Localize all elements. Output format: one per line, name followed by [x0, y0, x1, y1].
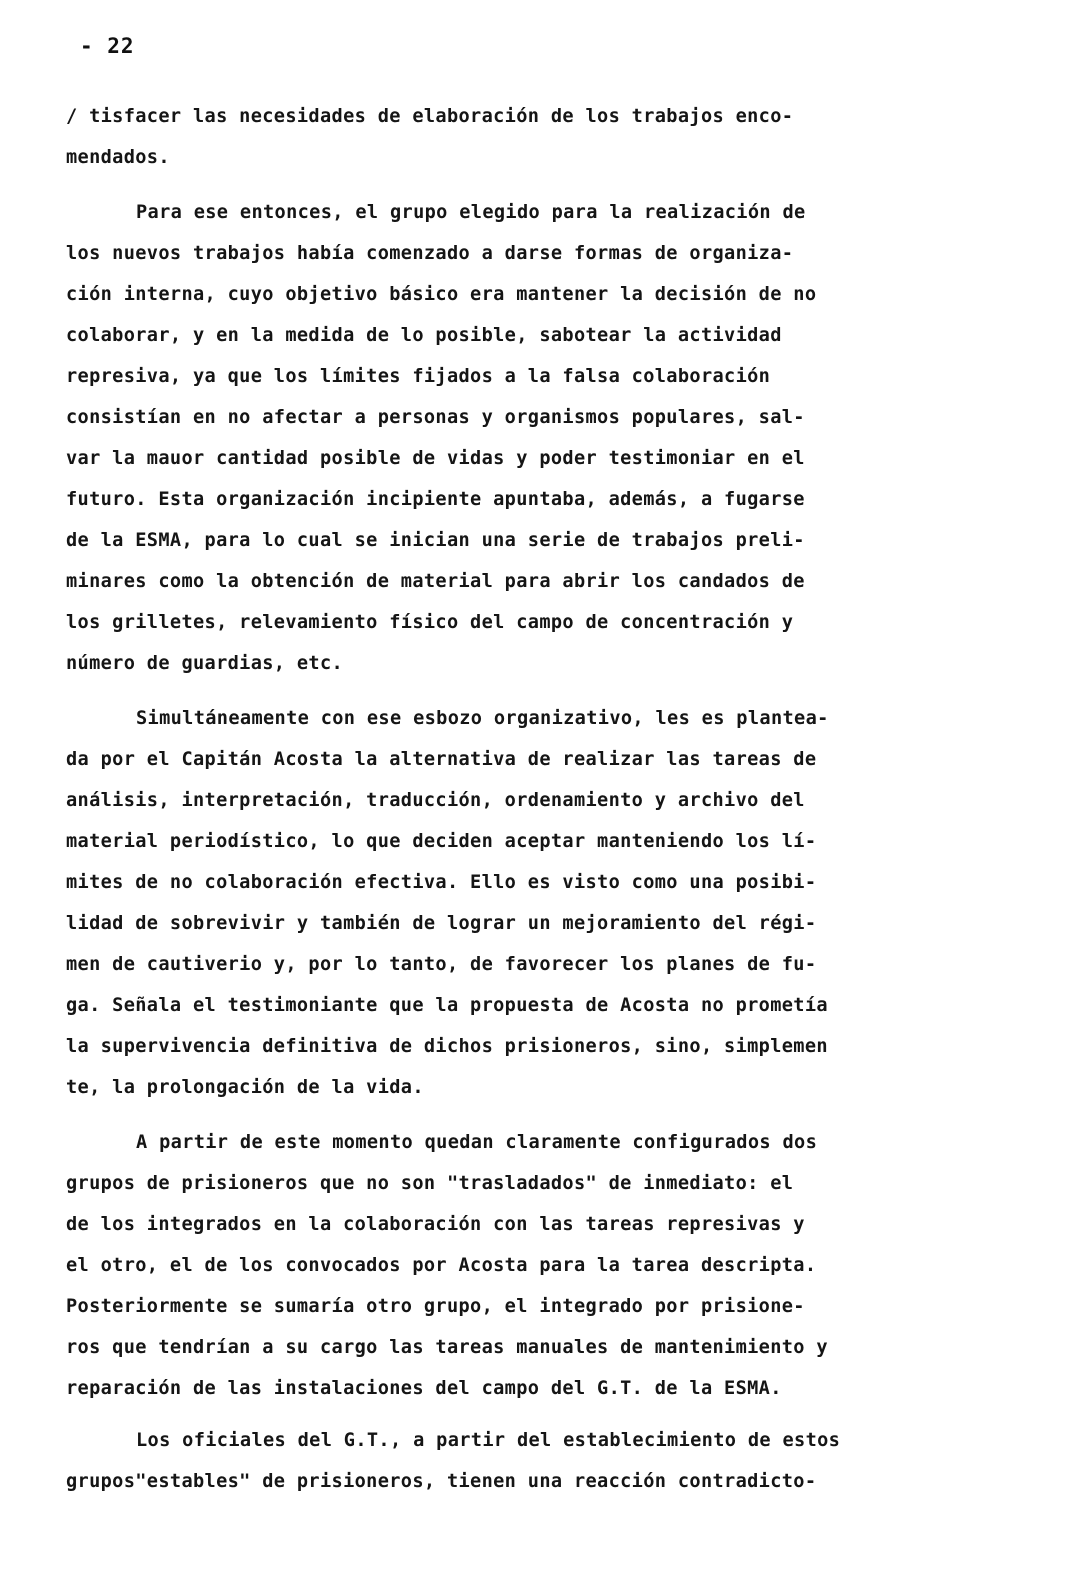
text-line: A partir de este momento quedan claramente configurados dos	[136, 1132, 818, 1153]
text-line: número de guardias, etc.	[66, 653, 344, 674]
text-line: men de cautiverio y, por lo tanto, de favorecer los planes de fu-	[66, 954, 817, 975]
text-line: grupos de prisioneros que no son "trasladados" de inmediato: el	[66, 1173, 794, 1194]
paragraph-5	[66, 1420, 1026, 1502]
text-line: ga. Señala el testimoniante que la propuesta de Acosta no prometía	[66, 995, 828, 1016]
text-line: Posteriormente se sumaría otro grupo, el integrado por prisione-	[66, 1296, 805, 1317]
text-line: de la ESMA, para lo cual se inician una serie de trabajos preli-	[66, 530, 805, 551]
text-line: la supervivencia definitiva de dichos prisioneros, sino, simplemen	[66, 1036, 828, 1057]
paragraph-3	[66, 698, 1026, 1108]
text-line: ros que tendrían a su cargo las tareas manuales de mantenimiento y	[66, 1337, 828, 1358]
text-line: material periodístico, lo que deciden aceptar manteniendo los lí-	[66, 831, 817, 852]
text-line: reparación de las instalaciones del campo del G.T. de la ESMA.	[66, 1378, 782, 1399]
text-line: consistían en no afectar a personas y organismos populares, sal-	[66, 407, 805, 428]
text-line: represiva, ya que los límites fijados a la falsa colaboración	[66, 366, 771, 387]
text-line: var la mauor cantidad posible de vidas y poder testimoniar en el	[66, 448, 805, 469]
text-line: mites de no colaboración efectiva. Ello es visto como una posibi-	[66, 872, 817, 893]
text-line: lidad de sobrevivir y también de lograr un mejoramiento del régi-	[66, 913, 817, 934]
text-line: minares como la obtención de material para abrir los candados de	[66, 571, 805, 592]
paragraph-1	[66, 96, 1026, 178]
text-line: los nuevos trabajos había comenzado a darse formas de organiza-	[66, 243, 794, 264]
text-line: el otro, el de los convocados por Acosta para la tarea descripta.	[66, 1255, 817, 1276]
text-line: Los oficiales del G.T., a partir del establecimiento de estos	[136, 1430, 841, 1451]
text-line: mendados.	[66, 147, 170, 168]
text-line: de los integrados en la colaboración con las tareas represivas y	[66, 1214, 805, 1235]
text-line: análisis, interpretación, traducción, ordenamiento y archivo del	[66, 790, 805, 811]
text-line: ción interna, cuyo objetivo básico era mantener la decisión de no	[66, 284, 817, 305]
text-line: te, la prolongación de la vida.	[66, 1077, 424, 1098]
paragraph-2	[66, 192, 1026, 684]
text-line: colaborar, y en la medida de lo posible, sabotear la actividad	[66, 325, 782, 346]
page-number: - 22	[80, 34, 135, 58]
text-line: da por el Capitán Acosta la alternativa de realizar las tareas de	[66, 749, 817, 770]
text-line: Para ese entonces, el grupo elegido para la realización de	[136, 202, 806, 223]
text-line: futuro. Esta organización incipiente apuntaba, además, a fugarse	[66, 489, 805, 510]
text-line: Simultáneamente con ese esbozo organizativo, les es plantea-	[136, 708, 829, 729]
text-line: / tisfacer las necesidades de elaboración de los trabajos enco-	[66, 106, 794, 127]
text-line: los grilletes, relevamiento físico del campo de concentración y	[66, 612, 794, 633]
text-line: grupos"estables" de prisioneros, tienen una reacción contradicto-	[66, 1471, 817, 1492]
paragraph-4	[66, 1122, 1026, 1409]
